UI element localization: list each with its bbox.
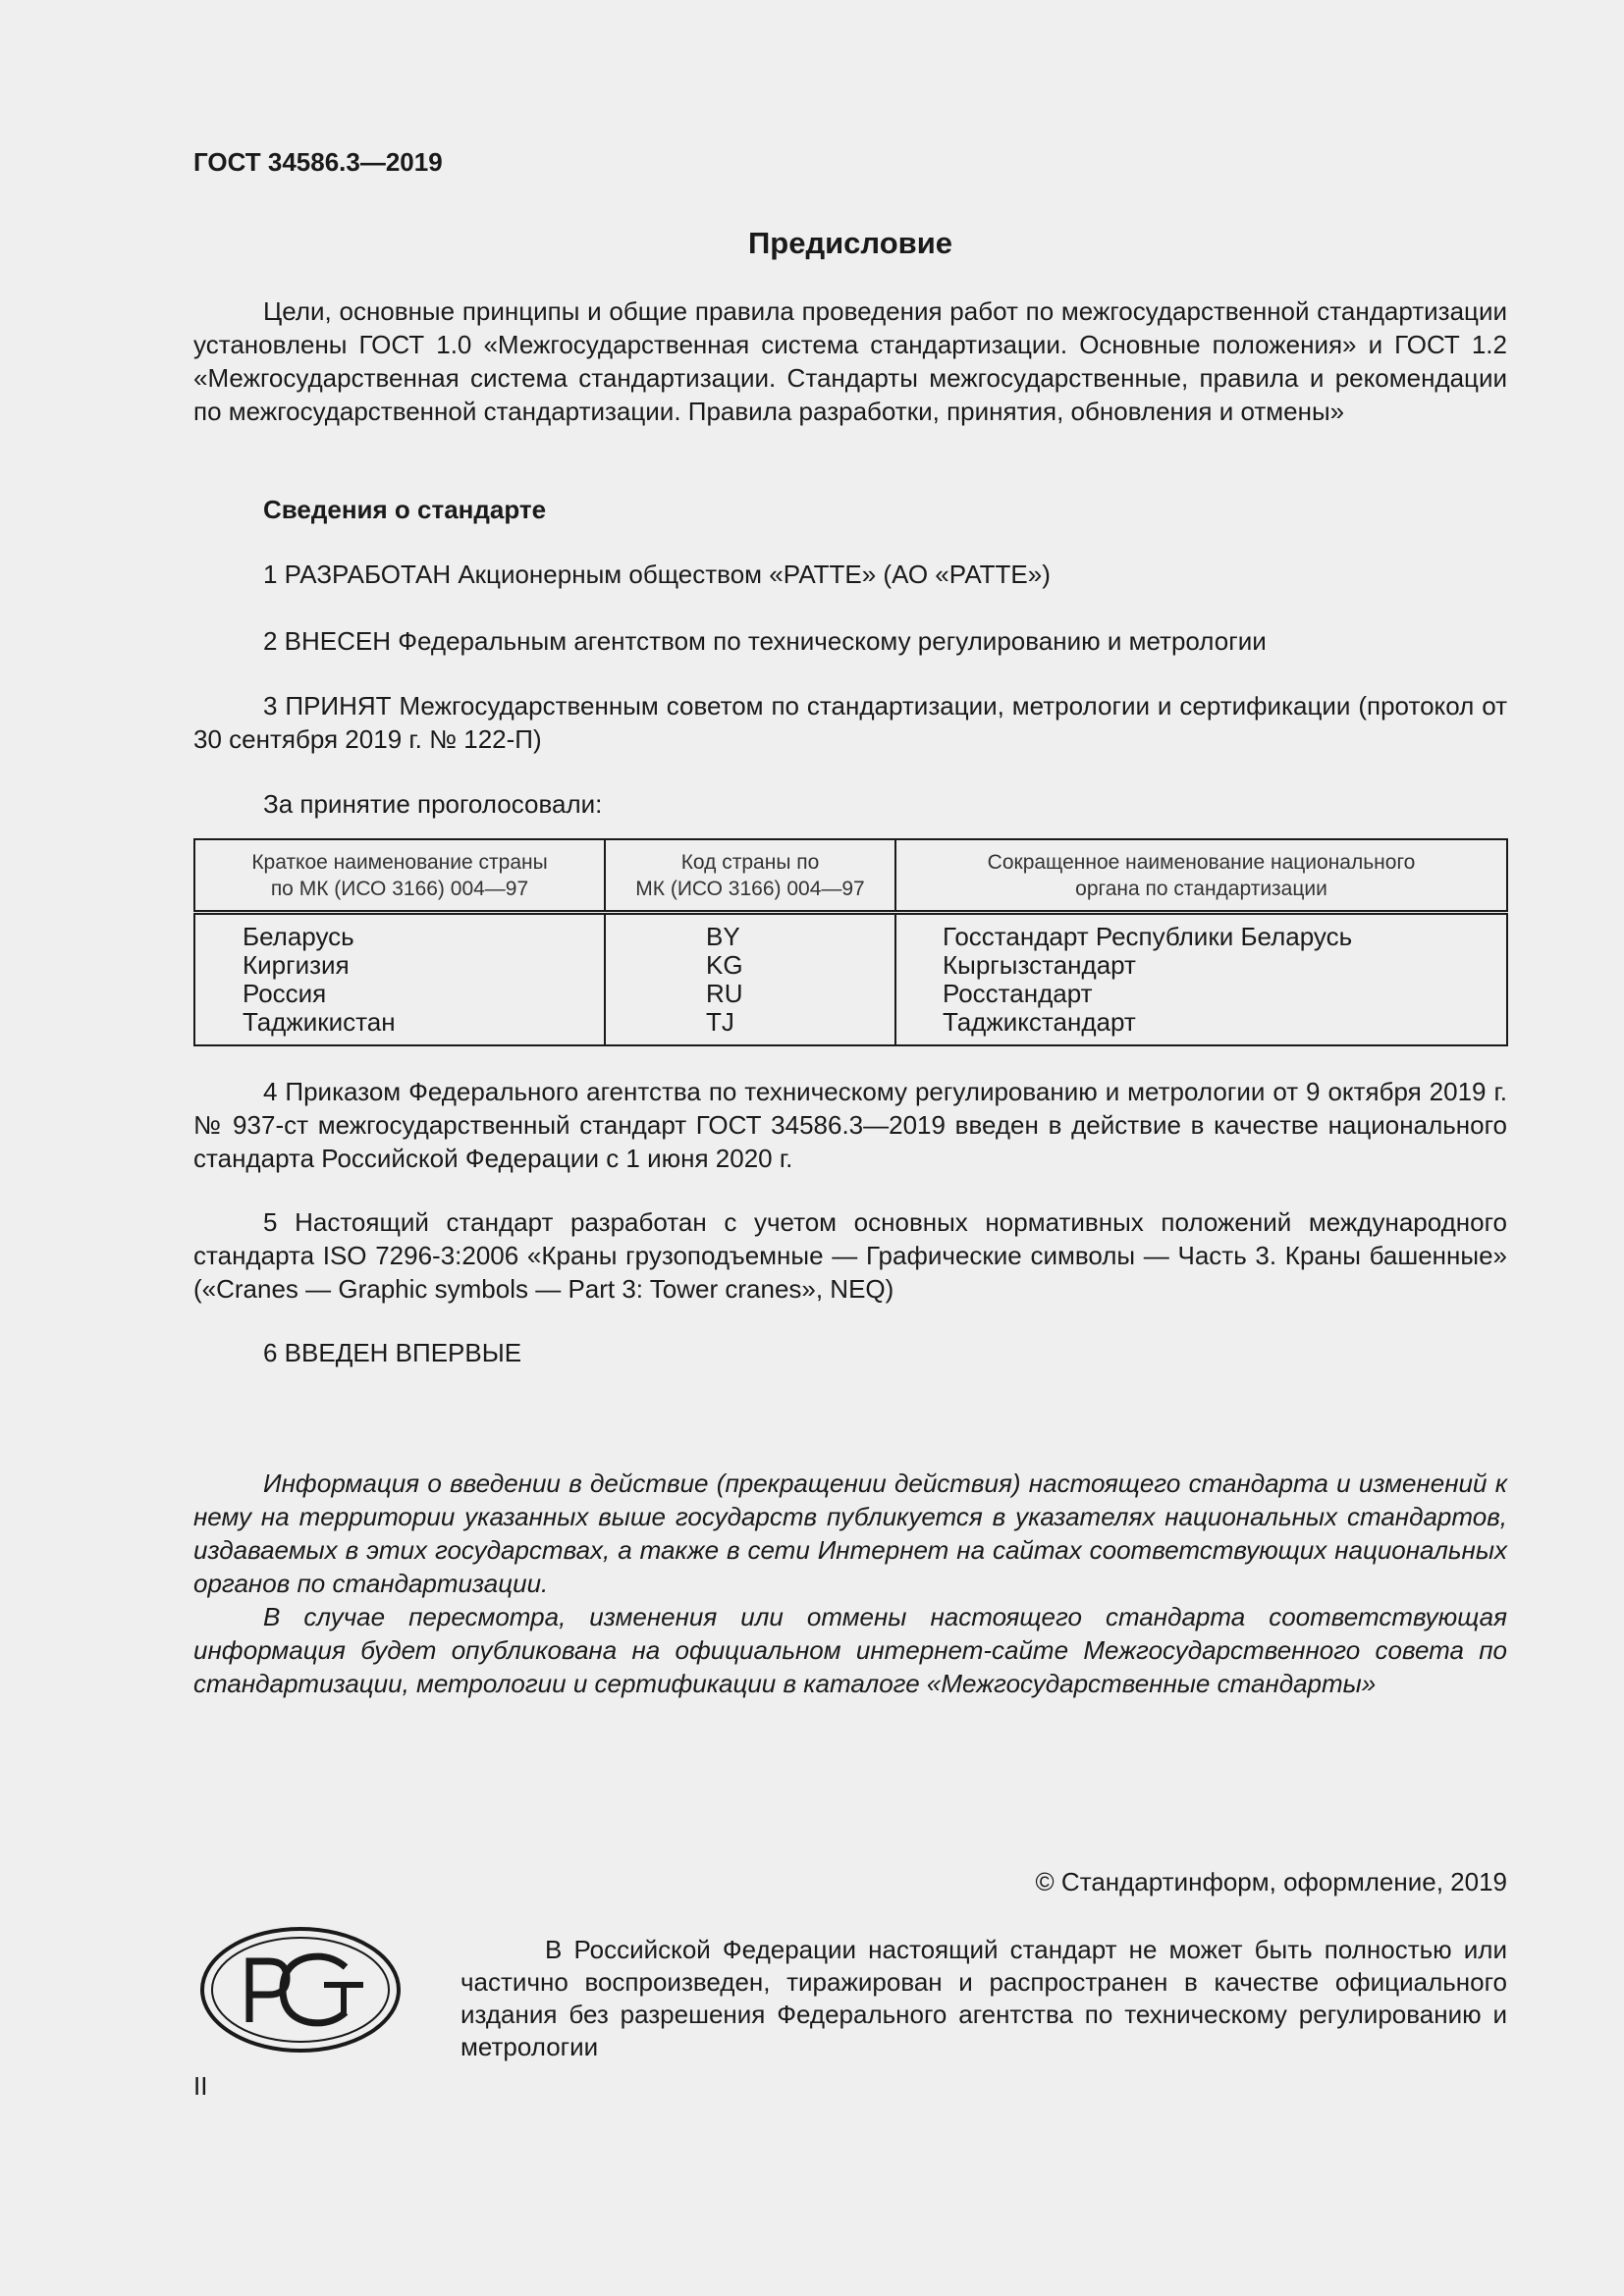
copyright-line: © Стандартинформ, оформление, 2019 (1035, 1867, 1507, 1896)
country-cell: Беларусь Киргизия Россия Таджикистан (194, 913, 605, 1046)
section-title: Сведения о стандарте (263, 495, 547, 524)
votes-intro: За принятие проголосовали: (263, 789, 603, 819)
item-4: 4 Приказом Федерального агентства по техническому регулированию и метрологии от 9 октября 2019 г. № 937-ст межгосударственный стандарт ГОСТ 34586.3—2019 введен в действие в качестве национального стандарта Российской Федерации с 1 июня 2020 г. (193, 1077, 1507, 1173)
body-cell: Госстандарт Республики Беларусь Кыргызстандарт Росстандарт Таджикстандарт (943, 922, 1353, 1037)
header-body: Сокращенное наименование национального органа по стандартизации (895, 839, 1507, 913)
rst-logo-icon (198, 1924, 403, 2056)
header-country: Краткое наименование страны по МК (ИСО 3166) 004—97 (194, 839, 605, 913)
document-id-header: ГОСТ 34586.3—2019 (193, 147, 443, 177)
info-paragraph-2: В случае пересмотра, изменения или отмены настоящего стандарта соответствующая информация будет опубликована на официальном интернет-сайте Межгосударственного совета по стандартизации, метрологии и сертификации в каталоге «Межгосударственные стандарты» (193, 1602, 1507, 1698)
page-title: Предисловие (747, 226, 952, 260)
item-1: 1 РАЗРАБОТАН Акционерным обществом «РАТТЕ» (АО «РАТТЕ») (263, 560, 1051, 589)
code-cell: BY KG RU TJ (605, 913, 895, 1046)
table-header-row (194, 839, 1507, 913)
item-6: 6 ВВЕДЕН ВПЕРВЫЕ (263, 1338, 522, 1367)
table-row (194, 913, 1507, 1046)
item-3: 3 ПРИНЯТ Межгосударственным советом по стандартизации, метрологии и сертификации (протокол от 30 сентября 2019 г. № 122-П) (193, 691, 1507, 754)
votes-table (193, 838, 1508, 1046)
intro-paragraph: Цели, основные принципы и общие правила проведения работ по межгосударственной стандартизации установлены ГОСТ 1.0 «Межгосударственная система стандартизации. Основные положения» и ГОСТ 1.2 «Межгосударственная система стандартизации. Стандарты межгосударственные, правила и рекомендации по межгосударственной стандартизации. Правила разработки, принятия, обновления и отмены» (193, 296, 1507, 426)
item-5: 5 Настоящий стандарт разработан с учетом основных нормативных положений международного стандарта ISO 7296-3:2006 «Краны грузоподъемные — Графические символы — Часть 3. Краны башенные» («Cranes — Graphic symbols — Part 3: Tower cranes», NEQ) (193, 1207, 1507, 1304)
header-code: Код страны по МК (ИСО 3166) 004—97 (605, 839, 895, 913)
legal-notice: В Российской Федерации настоящий стандарт не может быть полностью или частично воспроизведен, тиражирован и распространен в качестве официального издания без разрешения Федерального агентства по техническому регулированию и метрологии (460, 1935, 1507, 2061)
page-number: II (193, 2071, 208, 2101)
info-paragraph-1: Информация о введении в действие (прекращении действия) настоящего стандарта и изменений к нему на территории указанных выше государств публикуется в указателях национальных стандартов, издаваемых в этих государствах, а также в сети Интернет на сайтах соответствующих национальных органов по стандартизации. (193, 1468, 1507, 1598)
item-2: 2 ВНЕСЕН Федеральным агентством по техническому регулированию и метрологии (263, 626, 1267, 656)
